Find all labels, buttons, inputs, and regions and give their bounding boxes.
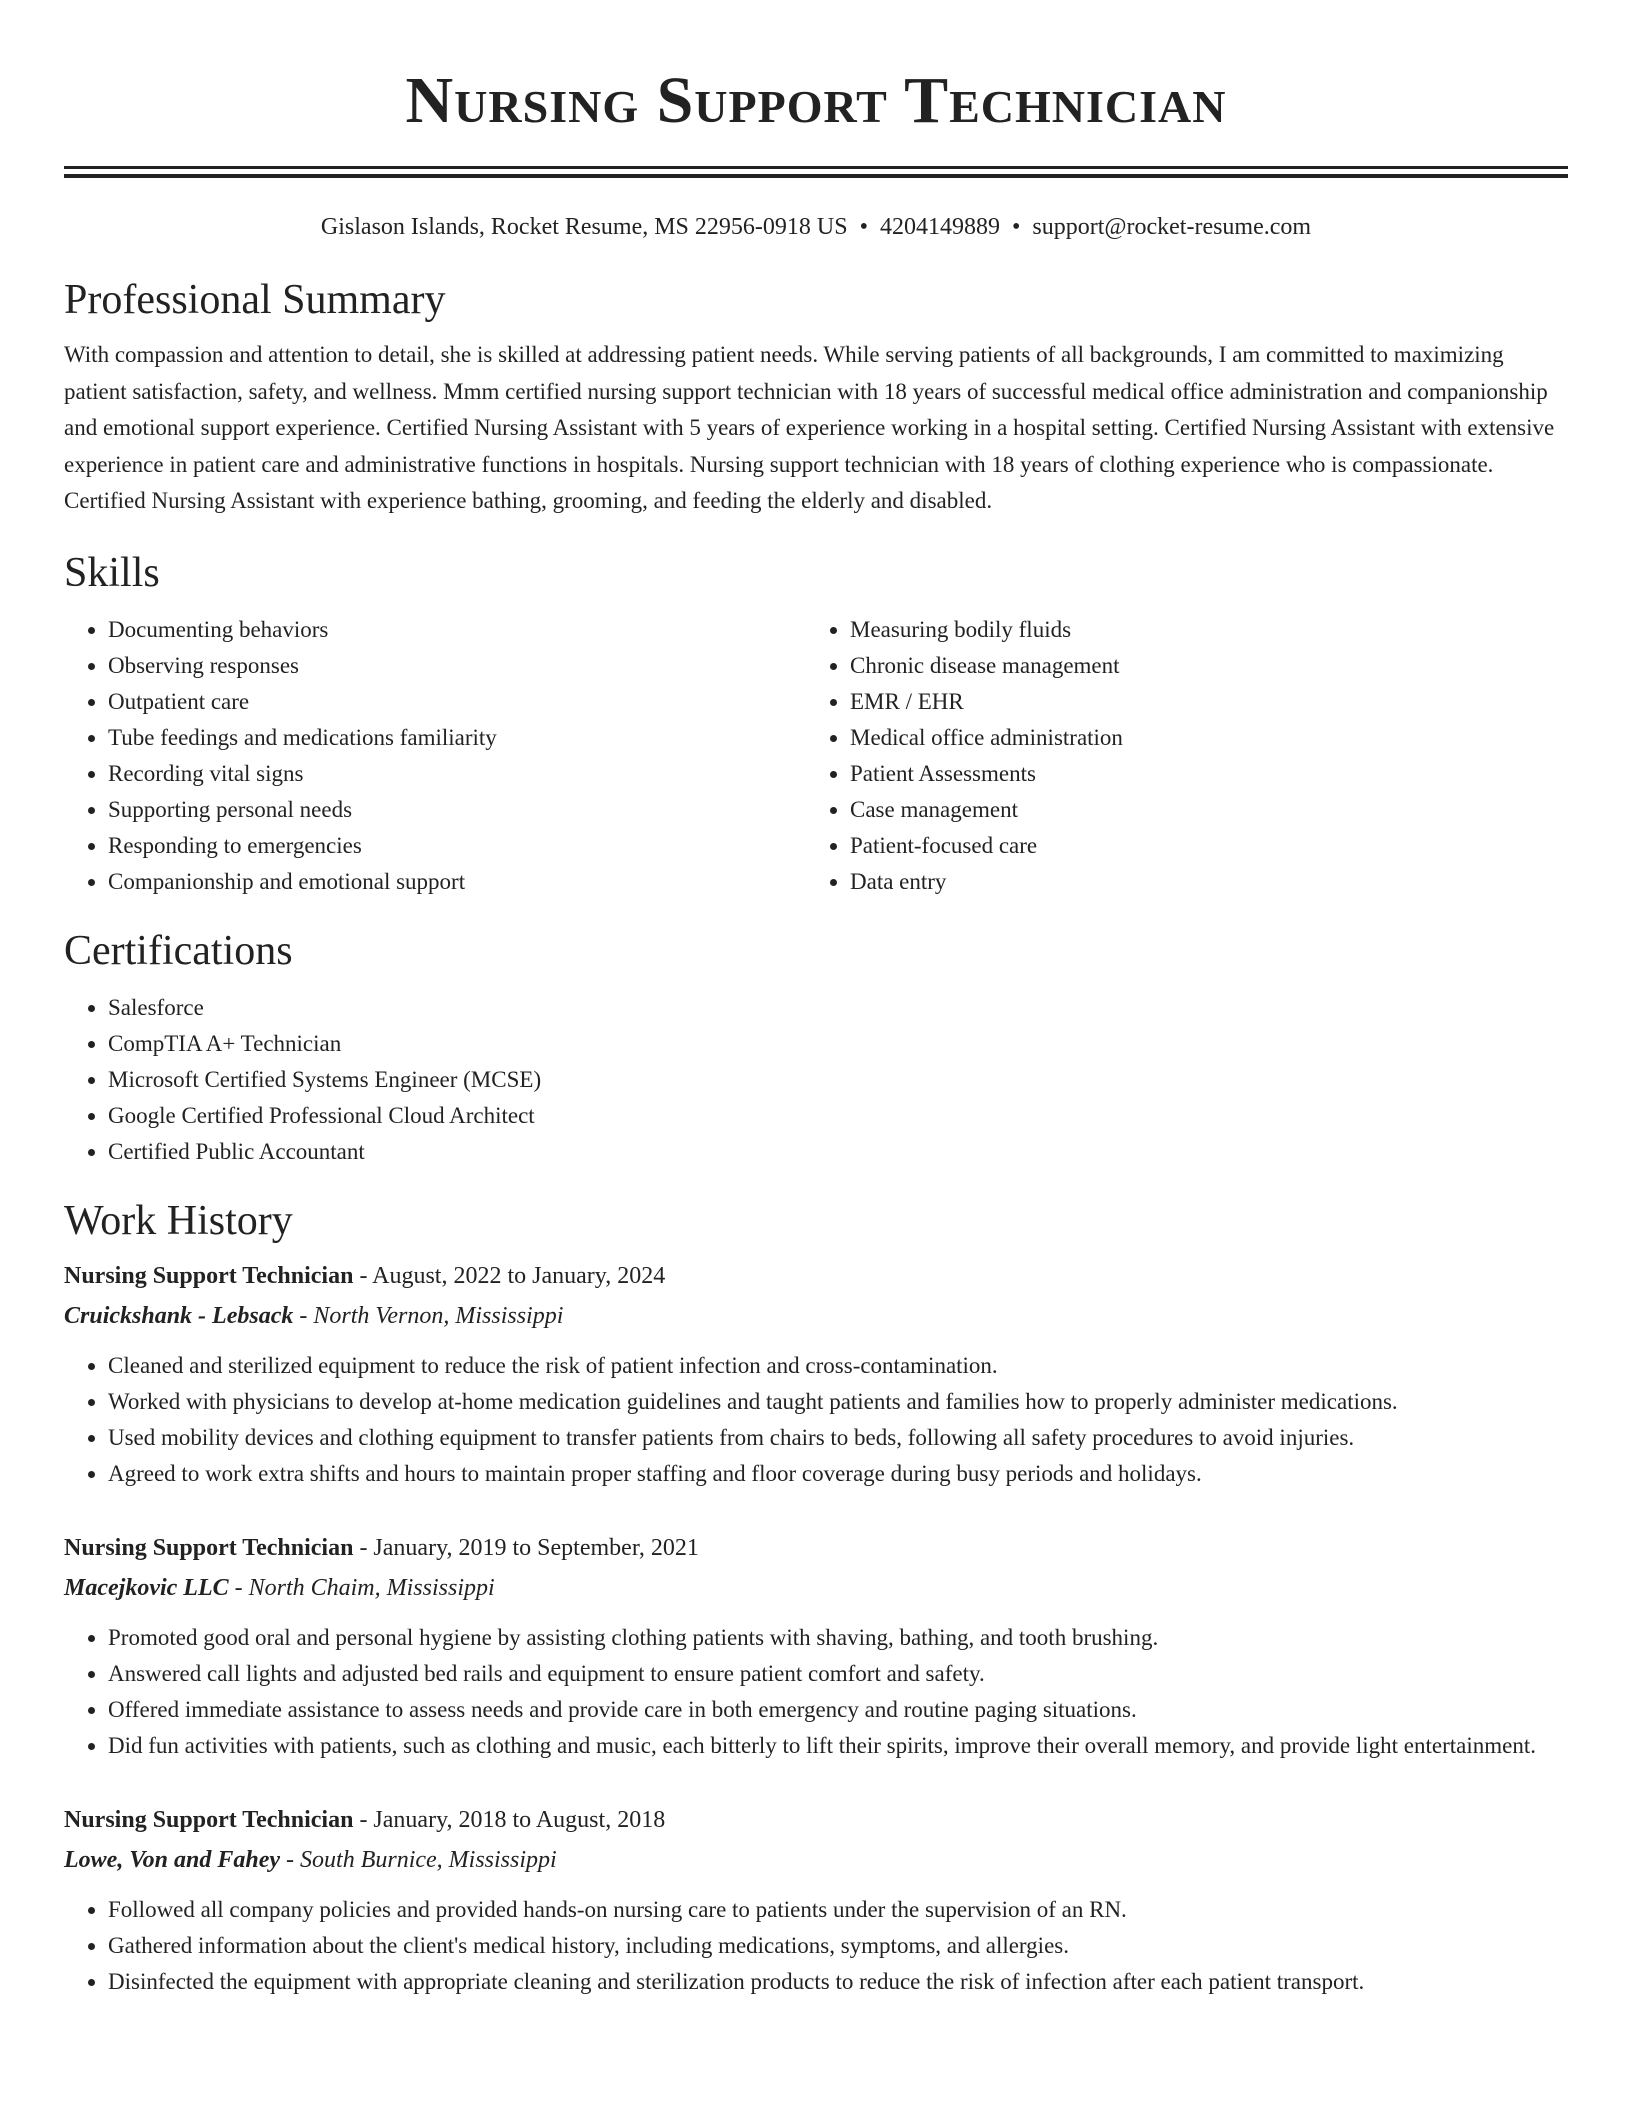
header-rule-top: [64, 166, 1568, 169]
contact-separator: •: [1011, 214, 1021, 240]
skill-item: • Outpatient care: [108, 684, 806, 720]
job-bullets: [64, 1892, 1568, 2000]
skill-item: • Patient-focused care: [850, 828, 1548, 864]
job-location: - North Chaim, Mississippi: [228, 1574, 495, 1601]
job-entry: [64, 1256, 1568, 1492]
job-bullet: • Followed all company policies and provided hands-on nursing care to patients under the supervision of an RN.: [108, 1892, 1568, 1928]
skills-heading: Skills: [64, 549, 160, 596]
job-dates: - August, 2022 to January, 2024: [353, 1262, 666, 1289]
job-bullets: [64, 1620, 1568, 1764]
job-company: Macejkovic LLC: [64, 1574, 229, 1601]
job-title: Nursing Support Technician: [64, 1262, 354, 1289]
skill-item: • Recording vital signs: [108, 756, 806, 792]
skill-item: • Observing responses: [108, 648, 806, 684]
job-company-line: [64, 1296, 1568, 1336]
resume-page: [64, 0, 1568, 2000]
certification-item: • CompTIA A+ Technician: [108, 1026, 1568, 1062]
job-bullet: • Agreed to work extra shifts and hours to maintain proper staffing and floor coverage during busy periods and holidays.: [108, 1456, 1568, 1492]
contact-email: support@rocket-resume.com: [1032, 214, 1312, 240]
job-location: - South Burnice, Mississippi: [280, 1846, 557, 1873]
job-title-line: [64, 1800, 1568, 1840]
job-company-line: [64, 1568, 1568, 1608]
skill-item: • Responding to emergencies: [108, 828, 806, 864]
job-bullets: [64, 1348, 1568, 1492]
skill-item: • Documenting behaviors: [108, 612, 806, 648]
job-bullet: • Did fun activities with patients, such as clothing and music, each bitterly to lift their spirits, improve their overall memory, and provide light entertainment.: [108, 1728, 1568, 1764]
certification-item: • Google Certified Professional Cloud Architect: [108, 1098, 1568, 1134]
skill-item: • Medical office administration: [850, 720, 1548, 756]
contact-address: Gislason Islands, Rocket Resume, MS 22956-0918 US: [320, 214, 848, 240]
skill-item: • Chronic disease management: [850, 648, 1548, 684]
skill-item: • Case management: [850, 792, 1548, 828]
skill-item: • Data entry: [850, 864, 1548, 900]
job-entry: [64, 1528, 1568, 1764]
header-rule-bottom: [64, 174, 1568, 178]
job-title: Nursing Support Technician: [64, 1534, 354, 1561]
skills-list-left: [64, 612, 806, 900]
skill-item: • Supporting personal needs: [108, 792, 806, 828]
job-bullet: • Gathered information about the client's medical history, including medications, symptoms, and allergies.: [108, 1928, 1568, 1964]
skill-item: • Companionship and emotional support: [108, 864, 806, 900]
skills-columns: [64, 612, 1568, 900]
job-dates: - January, 2018 to August, 2018: [353, 1806, 666, 1833]
summary-heading: Professional Summary: [64, 277, 446, 323]
candidate-name: Nursing Support Technician: [405, 64, 1227, 137]
job-company-line: [64, 1840, 1568, 1880]
job-bullet: • Offered immediate assistance to assess needs and provide care in both emergency and routine paging situations.: [108, 1692, 1568, 1728]
job-title: Nursing Support Technician: [64, 1806, 354, 1833]
job-title-line: [64, 1528, 1568, 1568]
skill-item: • Patient Assessments: [850, 756, 1548, 792]
skill-item: • Tube feedings and medications familiarity: [108, 720, 806, 756]
job-bullet: • Cleaned and sterilized equipment to reduce the risk of patient infection and cross-contamination.: [108, 1348, 1568, 1384]
certification-item: • Microsoft Certified Systems Engineer (MCSE): [108, 1062, 1568, 1098]
certification-item: • Certified Public Accountant: [108, 1134, 1568, 1170]
job-dates: - January, 2019 to September, 2021: [353, 1534, 699, 1561]
job-title-line: [64, 1256, 1568, 1296]
contact-separator: •: [859, 214, 868, 240]
skills-list-right: [806, 612, 1548, 900]
contact-phone: 4204149889: [879, 214, 1000, 240]
job-company: Lowe, Von and Fahey: [64, 1846, 281, 1873]
job-location: - North Vernon, Mississippi: [293, 1302, 564, 1329]
skill-item: • EMR / EHR: [850, 684, 1548, 720]
work-history-heading: Work History: [64, 1197, 293, 1244]
job-company: Cruickshank - Lebsack: [64, 1302, 294, 1329]
job-bullet: • Disinfected the equipment with appropriate cleaning and sterilization products to reduce the risk of infection after each patient transport.: [108, 1964, 1568, 2000]
job-bullet: • Promoted good oral and personal hygiene by assisting clothing patients with shaving, bathing, and tooth brushing.: [108, 1620, 1568, 1656]
job-bullet: • Answered call lights and adjusted bed rails and equipment to ensure patient comfort and safety.: [108, 1656, 1568, 1692]
job-bullet: • Worked with physicians to develop at-home medication guidelines and taught patients and families how to properly administer medications.: [108, 1384, 1568, 1420]
contact-line: [64, 211, 1568, 243]
job-bullet: • Used mobility devices and clothing equipment to transfer patients from chairs to beds, following all safety procedures to avoid injuries.: [108, 1420, 1568, 1456]
summary-text: With compassion and attention to detail, she is skilled at addressing patient needs. While serving patients of all backgrounds, I am committed to maximizing patient satisfaction, safety, and wellness. Mmm certified nursing support technician with 18 years of successful medical office administration and companionship and emotional support experience. Certified Nursing Assistant with 5 years of experience working in a hospital setting. Certified Nursing Assistant with extensive experience in patient care and administrative functions in hospitals. Nursing support technician with 18 years of clothing experience who is compassionate. Certified Nursing Assistant with experience bathing, grooming, and feeding the elderly and disabled.: [64, 342, 1555, 513]
certification-item: • Salesforce: [108, 990, 1568, 1026]
certifications-heading: Certifications: [64, 927, 293, 974]
skill-item: • Measuring bodily fluids: [850, 612, 1548, 648]
job-entry: [64, 1800, 1568, 2000]
certifications-list: [64, 990, 1568, 1170]
